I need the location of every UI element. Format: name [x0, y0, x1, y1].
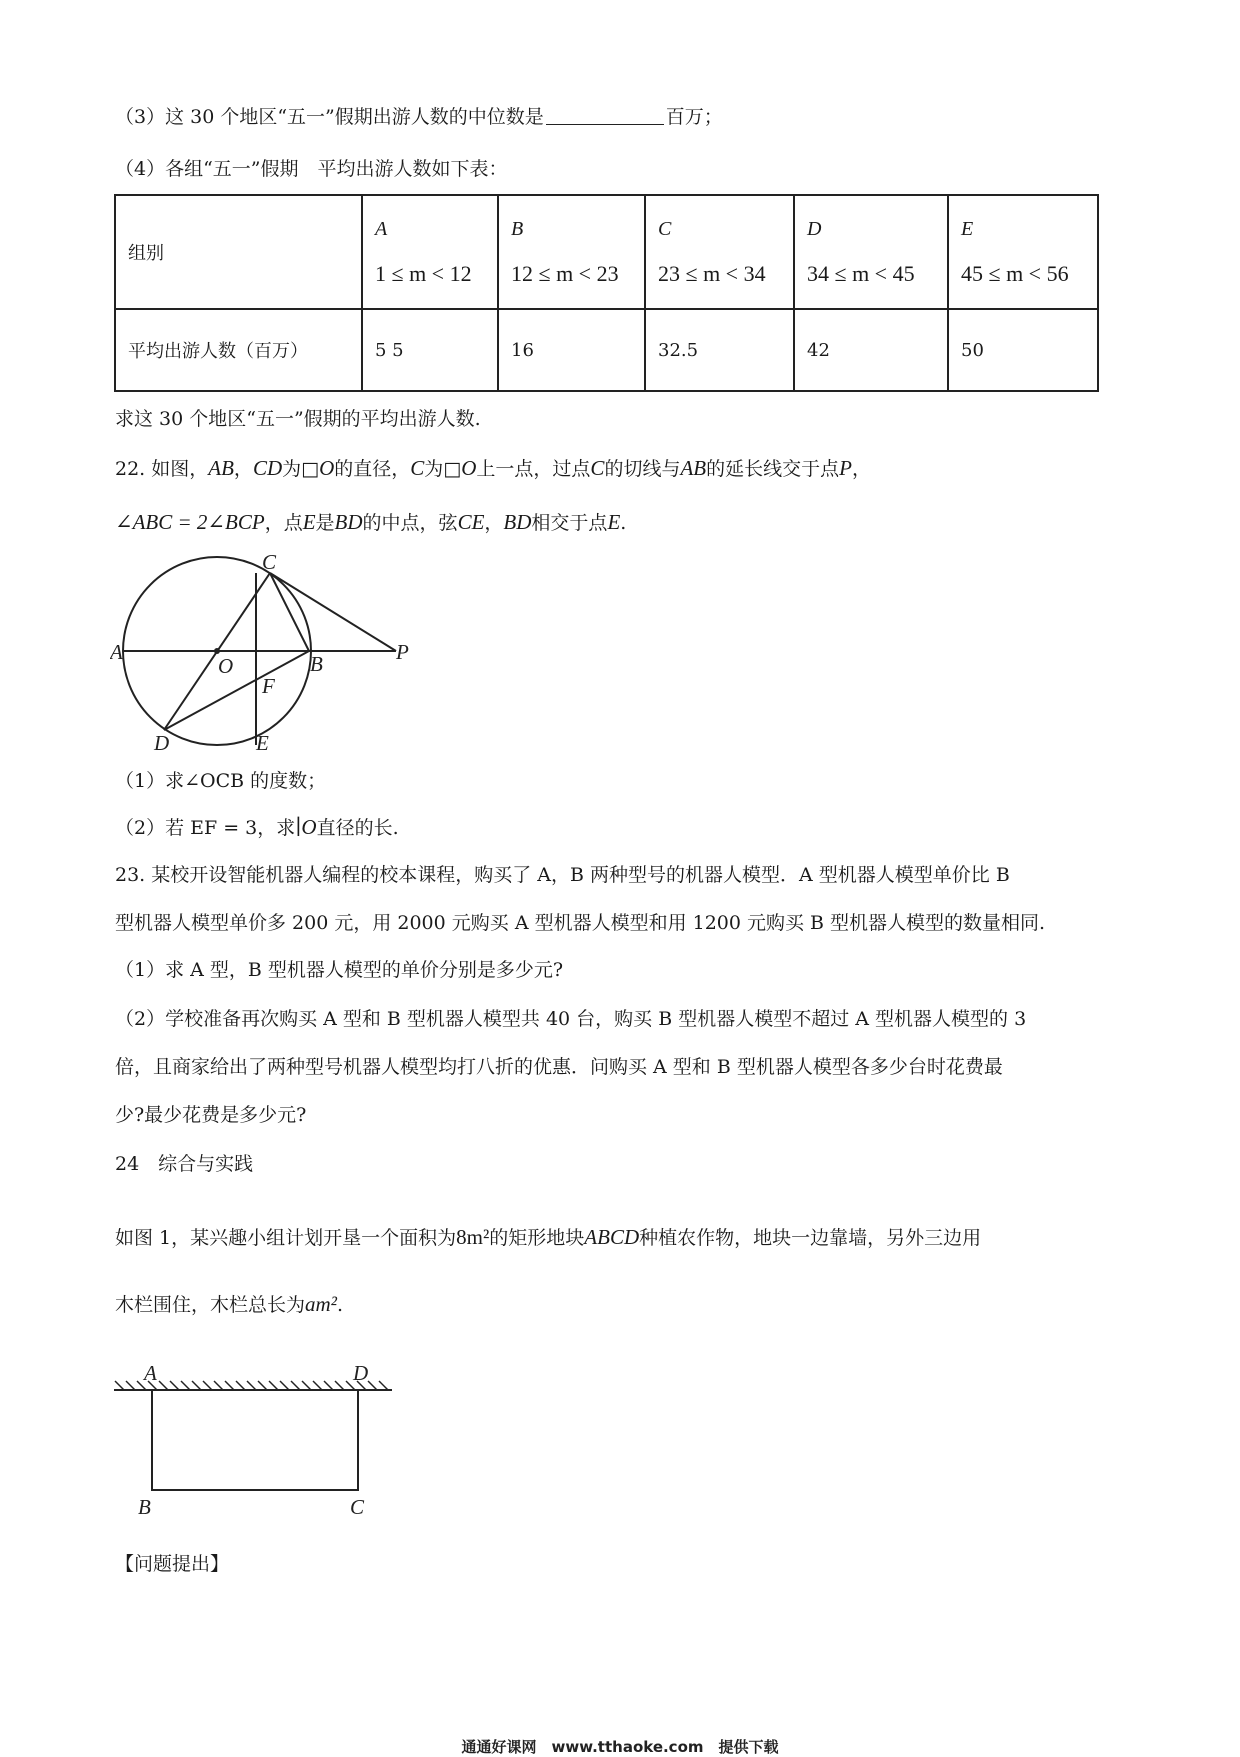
row-header-average: 平均出游人数（百万） [115, 309, 362, 391]
q23-sub1: （1）求 A 型，B 型机器人模型的单价分别是多少元? [115, 959, 564, 981]
label-b: B [310, 652, 323, 676]
q23-line1: 23. 某校开设智能机器人编程的校本课程，购买了 A，B 两种型号的机器人模型．A 型机器人模型单价比 B [115, 864, 1010, 886]
circle-figure [110, 555, 430, 755]
hatch-stroke [302, 1381, 311, 1390]
chord-bd [164, 651, 309, 730]
value-cell-c: 32.5 [645, 309, 794, 391]
hatch-stroke [280, 1381, 289, 1390]
hatch-stroke [225, 1381, 234, 1390]
label-c: C [350, 1495, 365, 1519]
label-b: B [138, 1495, 151, 1519]
hatch-stroke [247, 1381, 256, 1390]
hatch-stroke [214, 1381, 223, 1390]
group-cell-d: D 34 ≤ m < 45 [794, 195, 948, 309]
hatch-stroke [379, 1381, 388, 1390]
value-cell-a: 5 5 [362, 309, 498, 391]
q24-line2: 木栏围住，木栏总长为am². [115, 1292, 344, 1316]
label-a: A [110, 640, 123, 664]
section-problem: 【问题提出】 [115, 1553, 230, 1575]
hatch-stroke [159, 1381, 168, 1390]
hatch-stroke [236, 1381, 245, 1390]
hatch-stroke [269, 1381, 278, 1390]
group-cell-e: E 45 ≤ m < 56 [948, 195, 1098, 309]
table-row [115, 309, 1098, 391]
answer-blank [546, 104, 664, 125]
hatch-stroke [368, 1381, 377, 1390]
hatch-stroke [313, 1381, 322, 1390]
label-f: F [262, 674, 275, 698]
table-row [115, 195, 1098, 309]
hatch-stroke [335, 1381, 344, 1390]
q23-sub2-line3: 少?最少花费是多少元? [115, 1104, 307, 1126]
hatch-stroke [115, 1381, 124, 1390]
label-a: A [144, 1361, 157, 1385]
page-footer: 通通好课网 www.tthaoke.com 提供下载 [461, 1738, 779, 1756]
hatch-stroke [181, 1381, 190, 1390]
q24-title: 24 综合与实践 [115, 1153, 254, 1175]
value-cell-d: 42 [794, 309, 948, 391]
hatch-stroke [170, 1381, 179, 1390]
q22-sub2: （2）若 EF = 3，求∣O直径的长. [115, 815, 399, 839]
label-o: O [218, 654, 234, 678]
group-cell-b: B 12 ≤ m < 23 [498, 195, 645, 309]
hatch-stroke [192, 1381, 201, 1390]
hatch-stroke [126, 1381, 135, 1390]
label-d: D [154, 731, 170, 755]
q21-part4: （4）各组“五一”假期 平均出游人数如下表： [115, 158, 508, 180]
label-e: E [256, 731, 269, 755]
label-d: D [353, 1361, 369, 1385]
hatch-stroke [291, 1381, 300, 1390]
rectangle-abcd [152, 1390, 358, 1490]
hatch-stroke [203, 1381, 212, 1390]
q21-part3: （3）这 30 个地区“五一”假期出游人数的中位数是 百万； [115, 106, 723, 128]
hatch-stroke [258, 1381, 267, 1390]
q21-ask: 求这 30 个地区“五一”假期的平均出游人数. [115, 408, 481, 430]
hatch-stroke [324, 1381, 333, 1390]
q22-line2: ∠ABC = 2∠BCP，点E是BD的中点，弦CE，BD相交于点E. [115, 510, 627, 534]
label-p: P [396, 640, 409, 664]
group-cell-a: A 1 ≤ m < 12 [362, 195, 498, 309]
q24-line1: 如图 1，某兴趣小组计划开垦一个面积为8m²的矩形地块ABCD种植农作物，地块一边靠墙，另外三边用 [115, 1225, 982, 1249]
value-cell-b: 16 [498, 309, 645, 391]
row-header-group: 组别 [115, 195, 362, 309]
group-cell-c: C 23 ≤ m < 34 [645, 195, 794, 309]
q23-sub2-line1: （2）学校准备再次购买 A 型和 B 型机器人模型共 40 台，购买 B 型机器人模型不超过 A 型机器人模型的 3 [115, 1008, 1027, 1030]
q22-line1: 22. 如图，AB，CD为□O的直径，C为□O上一点，过点C的切线与AB的延长线交于点P， [115, 456, 871, 480]
group-table [114, 194, 1099, 392]
label-c: C [262, 555, 277, 574]
q23-line2: 型机器人模型单价多 200 元，用 2000 元购买 A 型机器人模型和用 1200 元购买 B 型机器人模型的数量相同. [115, 912, 1046, 934]
q22-sub1: （1）求∠OCB 的度数； [115, 770, 327, 792]
q23-sub2-line2: 倍，且商家给出了两种型号机器人模型均打八折的优惠．问购买 A 型和 B 型机器人模型各多少台时花费最 [115, 1056, 1003, 1078]
wall-rectangle-figure [110, 1350, 400, 1520]
value-cell-e: 50 [948, 309, 1098, 391]
